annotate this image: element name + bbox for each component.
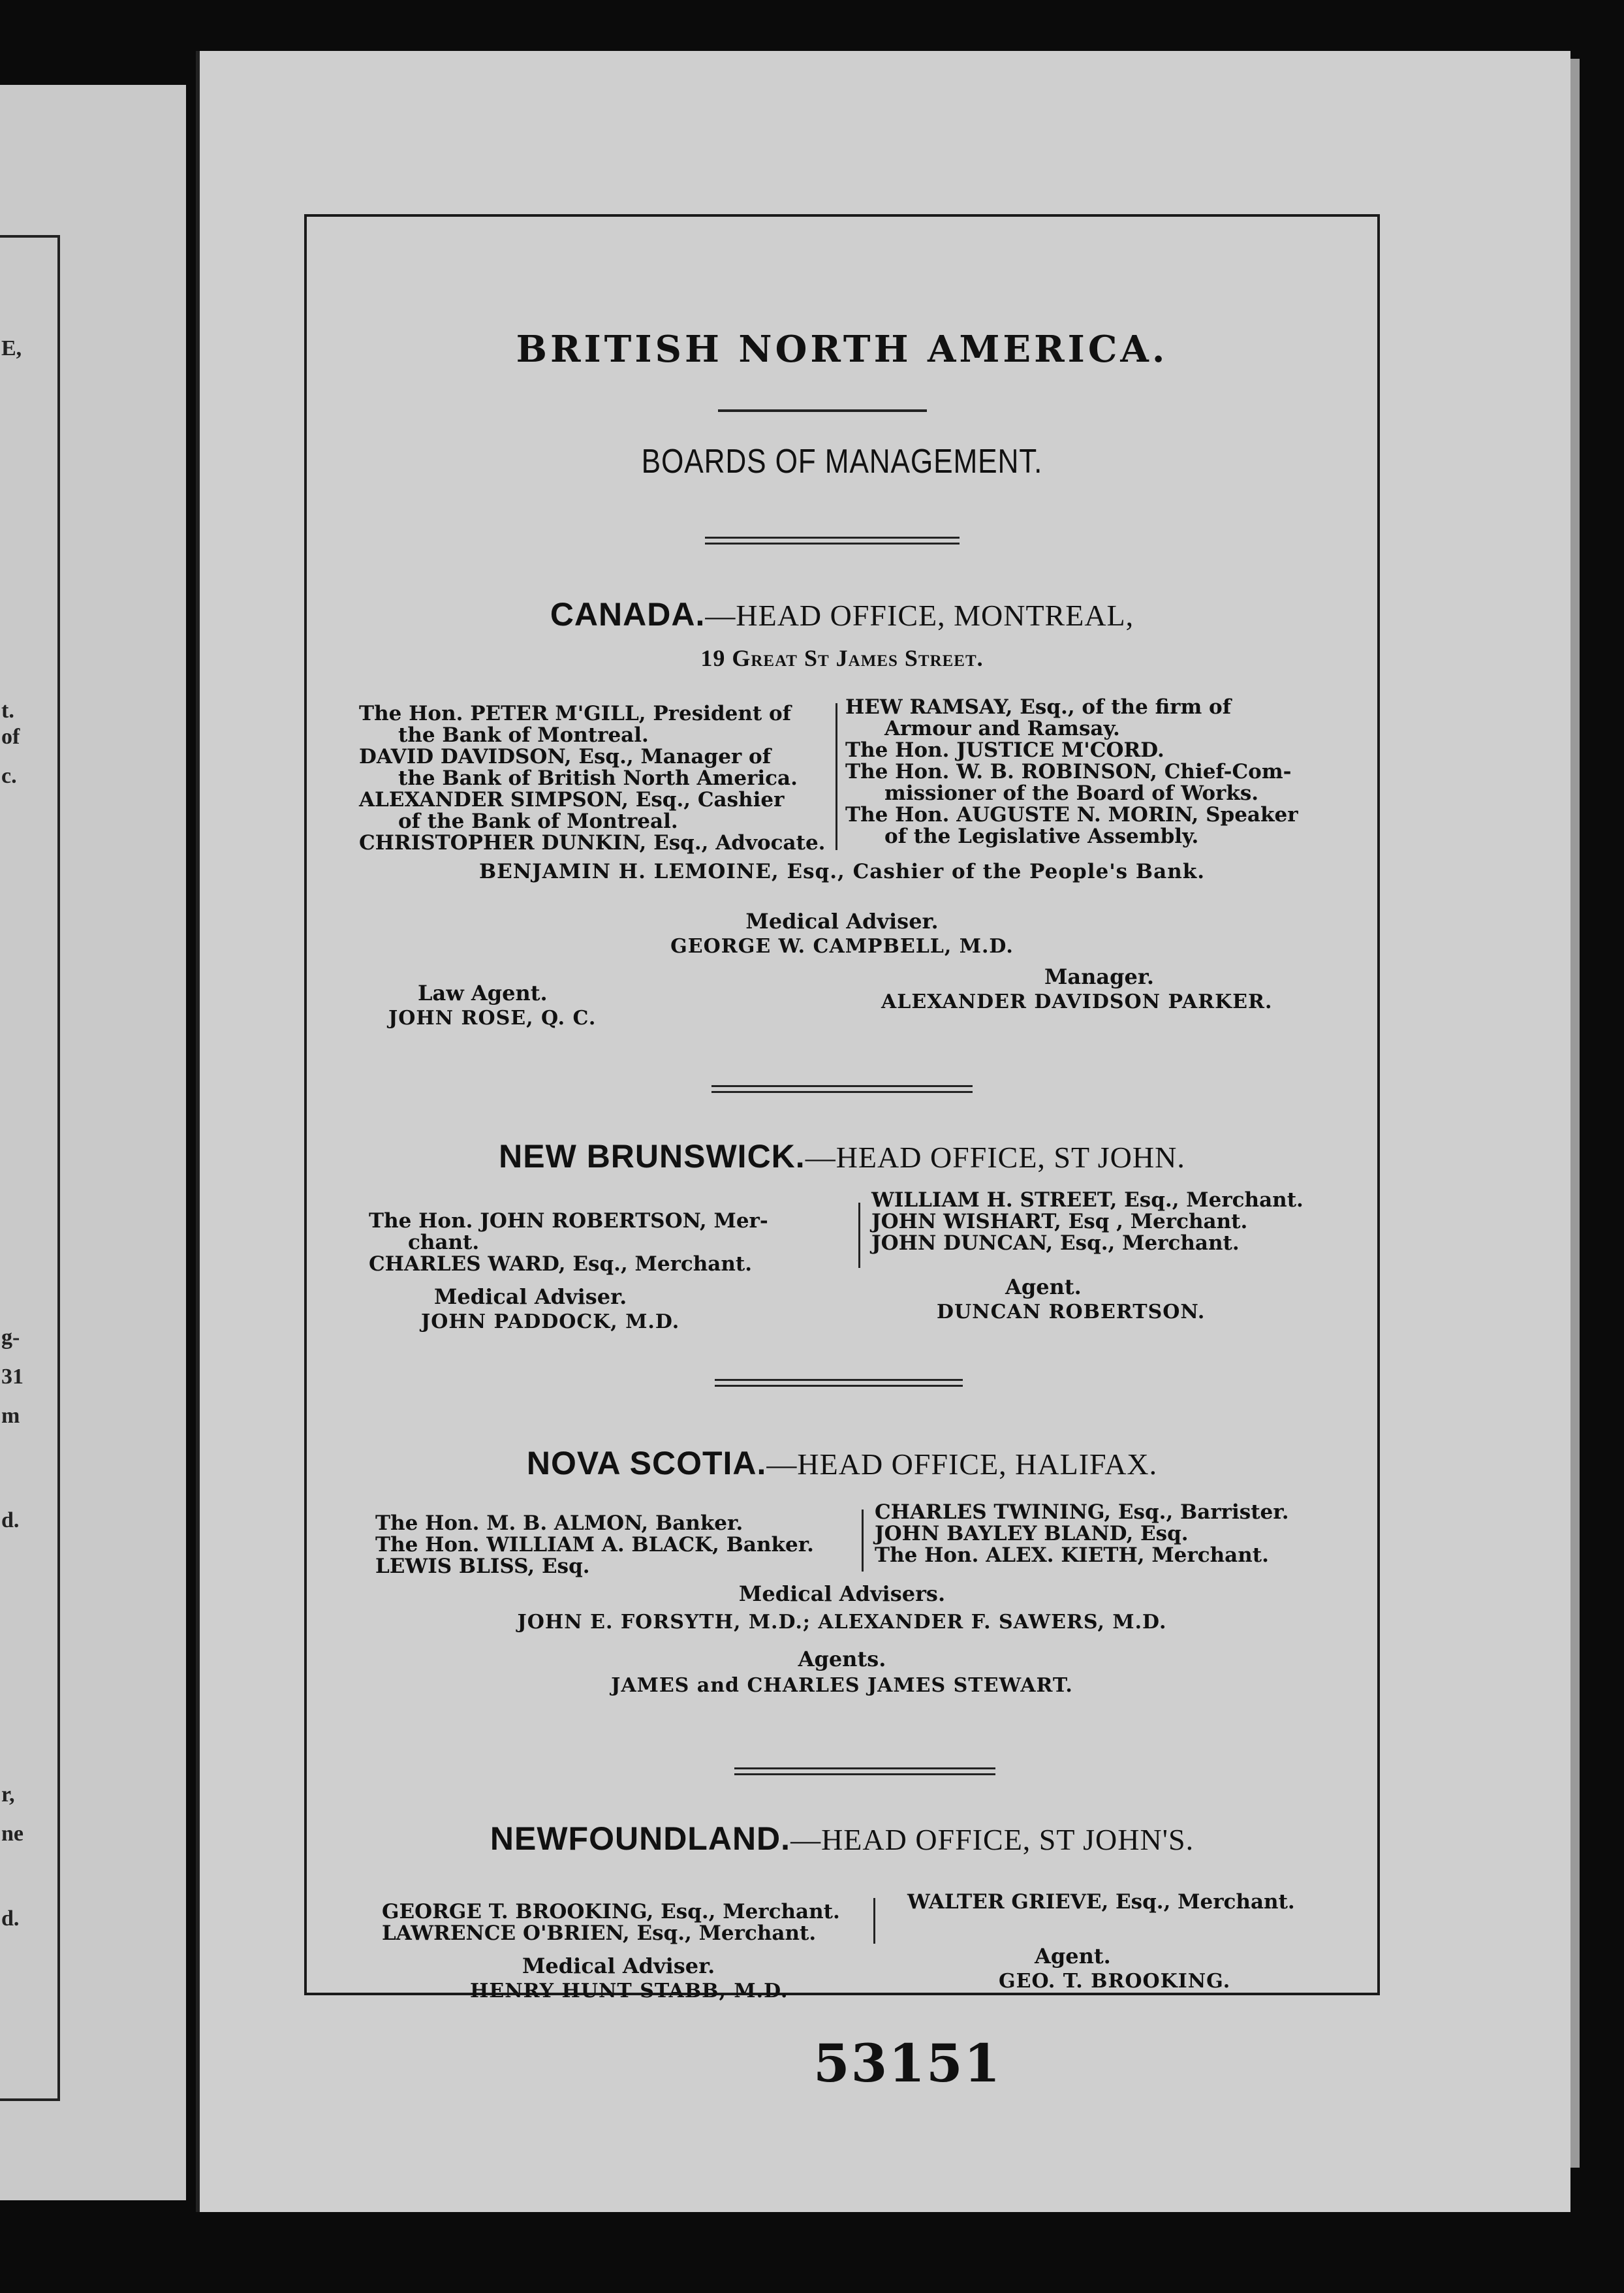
section-divider (711, 1085, 973, 1093)
newfoundland-board-left (382, 1901, 858, 1944)
canada-medical-label: Medical Adviser. (745, 909, 939, 934)
page-subtitle: BOARDS OF MANAGEMENT. (641, 443, 1043, 481)
board-member: LEWIS BLISS, Esq. (375, 1555, 590, 1578)
nova-scotia-heading (307, 1444, 1377, 1482)
board-member: HEW RAMSAY, Esq., of the firm of (845, 695, 1232, 719)
canada-address: 19 Great St James Street. (700, 645, 984, 671)
page-fragment: of (1, 725, 20, 749)
newfoundland-medical-label: Medical Adviser. (522, 1953, 715, 1978)
board-member: DAVID DAVIDSON, Esq., Manager of (359, 745, 772, 768)
board-member: CHRISTOPHER DUNKIN, Esq., Advocate. (359, 831, 826, 855)
new-brunswick-heading-office: —HEAD OFFICE, ST JOHN. (805, 1141, 1185, 1174)
board-member: JOHN BAYLEY BLAND, Esq. (875, 1522, 1189, 1545)
column-separator (873, 1898, 875, 1944)
section-divider (734, 1767, 995, 1775)
board-member: JOHN WISHART, Esq , Merchant. (871, 1210, 1248, 1233)
column-separator (835, 703, 837, 850)
board-member: LAWRENCE O'BRIEN, Esq., Merchant. (382, 1921, 817, 1945)
section-divider (715, 1379, 963, 1387)
canada-heading-office: —HEAD OFFICE, MONTREAL, (705, 599, 1134, 632)
board-member-detail: the Bank of British North America. (398, 767, 798, 790)
new-brunswick-board-right (871, 1190, 1367, 1254)
board-member-detail: of the Bank of Montreal. (398, 810, 678, 833)
title-rule (718, 409, 927, 412)
page-fragment: c. (1, 764, 17, 788)
canada-manager-name: ALEXANDER DAVIDSON PARKER. (881, 990, 1273, 1013)
board-member-detail: Armour and Ramsay. (884, 717, 1120, 740)
content-border (304, 214, 1380, 2002)
column-separator (862, 1510, 864, 1572)
page-fragment: d. (1, 1906, 20, 1931)
page-fragment: m (1, 1404, 20, 1428)
board-member: The Hon. JUSTICE M'CORD. (845, 738, 1164, 762)
newfoundland-heading-office: —HEAD OFFICE, ST JOHN'S. (790, 1823, 1195, 1856)
nova-scotia-medical-names: JOHN E. FORSYTH, M.D.; ALEXANDER F. SAWERS, M.D. (517, 1611, 1167, 1634)
new-brunswick-agent-label: Agent. (1005, 1274, 1082, 1299)
new-brunswick-medical-label: Medical Adviser. (434, 1284, 627, 1309)
canada-medical-name: GEORGE W. CAMPBELL, M.D. (670, 935, 1014, 958)
canada-heading-name: CANADA. (550, 596, 706, 633)
page-fragment: t. (1, 699, 14, 723)
new-brunswick-heading-name: NEW BRUNSWICK. (499, 1138, 805, 1175)
newfoundland-agent-label: Agent. (1035, 1944, 1111, 1969)
board-member: WALTER GRIEVE, Esq., Merchant. (907, 1890, 1295, 1914)
page-fragment: d. (1, 1508, 20, 1532)
board-member: CHARLES WARD, Esq., Merchant. (369, 1252, 753, 1276)
nova-scotia-agents-label: Agents. (798, 1647, 886, 1671)
board-member: ALEXANDER SIMPSON, Esq., Cashier (359, 788, 785, 812)
board-member: The Hon. WILLIAM A. BLACK, Banker. (375, 1533, 814, 1557)
section-divider (705, 537, 960, 545)
page-fragment: ne (1, 1822, 23, 1846)
new-brunswick-medical-name: JOHN PADDOCK, M.D. (421, 1310, 680, 1333)
new-brunswick-board-left (369, 1210, 826, 1275)
canada-manager-label: Manager. (1044, 964, 1154, 989)
board-member: GEORGE T. BROOKING, Esq., Merchant. (382, 1900, 840, 1923)
page-fragment: 31 (1, 1365, 23, 1389)
catalog-number: 53151 (813, 2032, 1002, 2094)
canada-law-name: JOHN ROSE, Q. C. (388, 1007, 597, 1030)
canada-law-label: Law Agent. (418, 981, 548, 1005)
canada-board-right (845, 697, 1354, 847)
new-brunswick-heading (307, 1137, 1377, 1175)
canada-board-left (359, 703, 829, 854)
nova-scotia-agents-names: JAMES and CHARLES JAMES STEWART. (611, 1674, 1073, 1697)
board-member: The Hon. PETER M'GILL, President of (359, 702, 792, 725)
column-separator (858, 1203, 860, 1268)
board-member-detail: the Bank of Montreal. (398, 723, 649, 747)
new-brunswick-agent-name: DUNCAN ROBERTSON. (937, 1301, 1206, 1323)
board-member-detail: chant. (408, 1231, 480, 1254)
board-member-detail: of the Legislative Assembly. (884, 825, 1199, 848)
newfoundland-medical-name: HENRY HUNT STABB, M.D. (470, 1980, 789, 2002)
nova-scotia-heading-name: NOVA SCOTIA. (526, 1445, 767, 1481)
nova-scotia-board-right (875, 1502, 1371, 1566)
nova-scotia-medical-label: Medical Advisers. (738, 1581, 946, 1606)
board-member-detail: missioner of the Board of Works. (884, 782, 1259, 805)
newfoundland-board-right (907, 1891, 1364, 1913)
canada-board-member-full: BENJAMIN H. LEMOINE, Esq., Cashier of the People's Bank. (478, 860, 1206, 883)
page-fragment: r, (1, 1782, 15, 1807)
canada-heading (307, 595, 1377, 633)
board-member: The Hon. W. B. ROBINSON, Chief-Com- (845, 760, 1292, 783)
board-member: The Hon. AUGUSTE N. MORIN, Speaker (845, 803, 1298, 827)
board-member: CHARLES TWINING, Esq., Barrister. (875, 1500, 1289, 1524)
page-fragment: E, (1, 336, 22, 360)
board-member: WILLIAM H. STREET, Esq., Merchant. (871, 1188, 1304, 1212)
page-title: BRITISH NORTH AMERICA. (516, 328, 1168, 371)
board-member: JOHN DUNCAN, Esq., Merchant. (871, 1231, 1240, 1255)
adjacent-page-left (0, 85, 186, 2200)
document-page (196, 51, 1570, 2212)
newfoundland-heading (307, 1820, 1377, 1858)
nova-scotia-heading-office: —HEAD OFFICE, HALIFAX. (766, 1447, 1158, 1481)
nova-scotia-board-left (375, 1513, 832, 1577)
newfoundland-agent-name: GEO. T. BROOKING. (999, 1970, 1231, 1993)
newfoundland-heading-name: NEWFOUNDLAND. (490, 1820, 791, 1857)
page-fragment: g- (1, 1325, 20, 1350)
board-member: The Hon. M. B. ALMON, Banker. (375, 1511, 743, 1535)
board-member: The Hon. JOHN ROBERTSON, Mer- (369, 1209, 768, 1233)
board-member: The Hon. ALEX. KIETH, Merchant. (875, 1543, 1269, 1567)
